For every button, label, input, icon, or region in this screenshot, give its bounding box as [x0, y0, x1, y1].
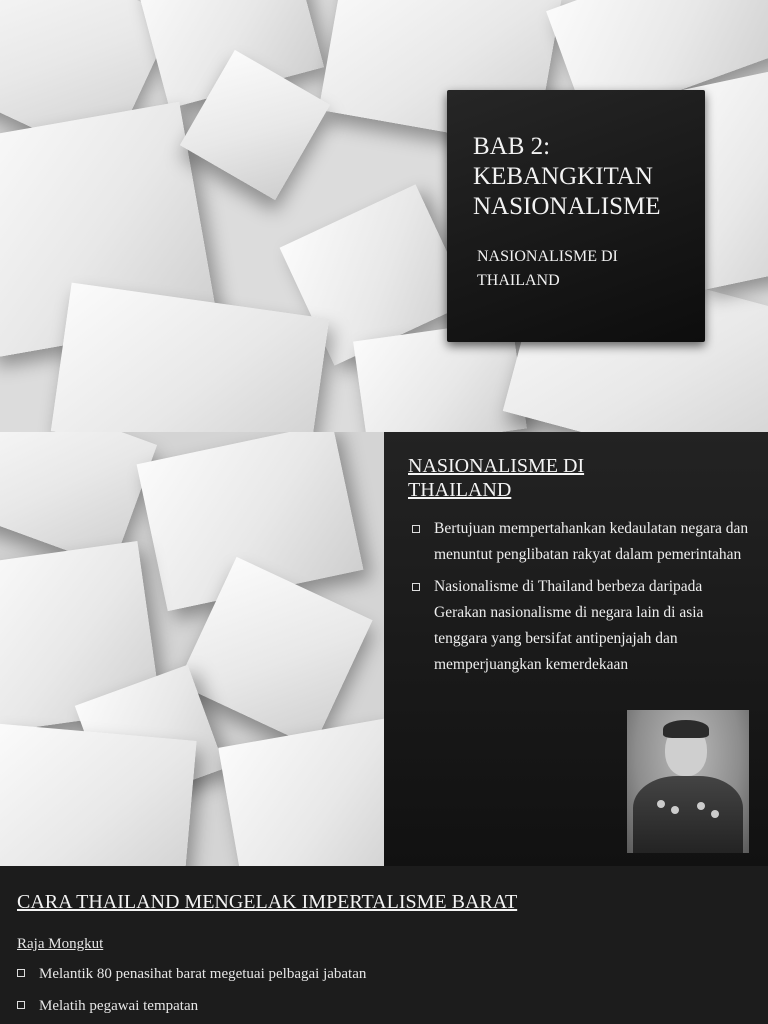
list-item-text: Melantik 80 penasihat barat megetuai pelbagai jabatan: [39, 966, 367, 982]
square-bullet-icon: [412, 583, 420, 591]
portrait-photo: [627, 710, 749, 853]
slide-title: BAB 2: KEBANGKITAN NASIONALISME: [473, 133, 661, 220]
title-box: [447, 90, 705, 342]
section-heading: NASIONALISME DI THAILAND: [408, 455, 585, 501]
square-bullet-icon: [17, 1001, 25, 1009]
list-item-text: Melatih pegawai tempatan: [39, 998, 199, 1014]
bullet-list: [17, 964, 366, 1024]
list-item: [17, 996, 366, 1016]
square-bullet-icon: [412, 525, 420, 533]
slide-subtitle: NASIONALISME DI THAILAND: [477, 248, 618, 289]
bullet-list: [412, 516, 762, 684]
list-item: [17, 964, 366, 984]
content-slide-imperialism: [0, 866, 768, 1024]
text-panel: [384, 432, 768, 866]
section-heading: CARA THAILAND MENGELAK IMPERTALISME BARAT: [17, 891, 518, 913]
subheading: Raja Mongkut: [17, 936, 104, 952]
title-slide: [0, 0, 768, 432]
list-item: [412, 516, 762, 568]
square-bullet-icon: [17, 969, 25, 977]
list-item-text: Nasionalisme di Thailand berbeza daripada Gerakan nasionalisme di negara lain di asia tenggara yang bersifat antipenjajah dan memperjuangkan kemerdekaan: [434, 578, 704, 673]
content-slide-thailand: [0, 432, 768, 866]
list-item-text: Bertujuan mempertahankan kedaulatan negara dan menuntut penglibatan rakyat dalam pemerintahan: [434, 520, 749, 563]
background-cubes-image: [0, 432, 384, 866]
list-item: [412, 574, 734, 678]
